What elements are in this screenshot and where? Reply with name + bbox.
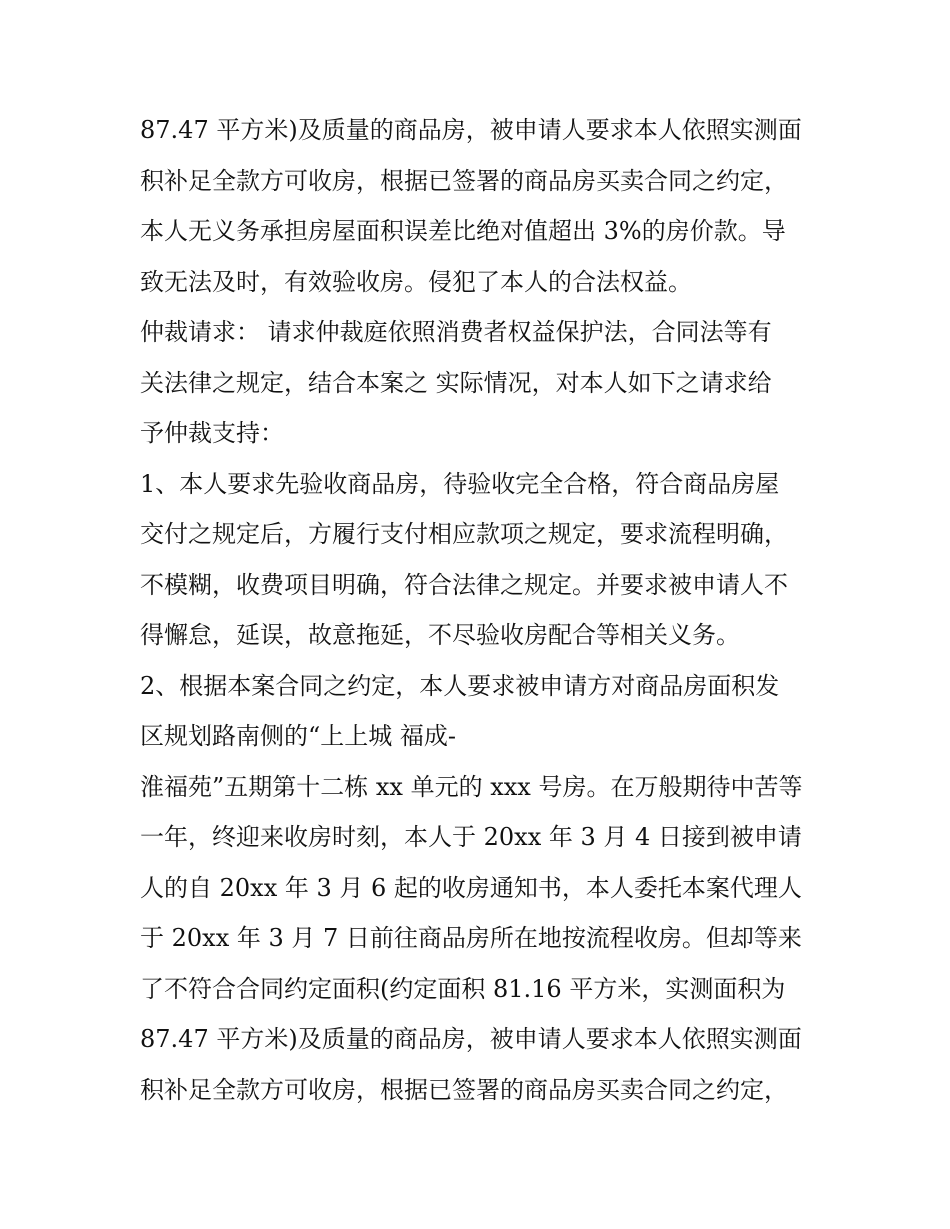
- text-line: 区规划路南侧的“上上城 福成-: [140, 722, 457, 750]
- text-line: 交付之规定后，方履行支付相应款项之规定，要求流程明确，: [140, 520, 788, 548]
- text-line: 得懈怠，延误，故意拖延，不尽验收房配合等相关义务。: [140, 621, 740, 649]
- text-line: 了不符合合同约定面积(约定面积 81.16 平方米，实测面积为: [140, 975, 786, 1003]
- text-line: 于 20xx 年 3 月 7 日前往商品房所在地按流程收房。但却等来: [140, 924, 802, 952]
- text-line: 1、本人要求先验收商品房，待验收完全合格，符合商品房屋: [140, 470, 780, 498]
- text-line: 一年，终迎来收房时刻，本人于 20xx 年 3 月 4 日接到被申请: [140, 823, 802, 851]
- text-line: 积补足全款方可收房，根据已签署的商品房买卖合同之约定，: [140, 167, 788, 195]
- text-line: 2、根据本案合同之约定，本人要求被申请方对商品房面积发: [140, 672, 780, 700]
- text-line: 关法律之规定，结合本案之 实际情况，对本人如下之请求给: [140, 369, 772, 397]
- text-line: 不模糊，收费项目明确，符合法律之规定。并要求被申请人不: [140, 571, 788, 599]
- text-line: 87.47 平方米)及质量的商品房，被申请人要求本人依照实测面: [140, 1025, 802, 1053]
- text-line: 87.47 平方米)及质量的商品房，被申请人要求本人依照实测面: [140, 116, 802, 144]
- text-line: 致无法及时，有效验收房。侵犯了本人的合法权益。: [140, 268, 692, 296]
- text-line: 仲裁请求： 请求仲裁庭依照消费者权益保护法，合同法等有: [140, 318, 772, 346]
- text-line: 积补足全款方可收房，根据已签署的商品房买卖合同之约定，: [140, 1076, 788, 1104]
- text-line: 淮福苑”五期第十二栋 xx 单元的 xxx 号房。在万般期待中苦等: [140, 773, 803, 801]
- text-line: 予仲裁支持：: [140, 419, 284, 447]
- text-line: 人的自 20xx 年 3 月 6 起的收房通知书，本人委托本案代理人: [140, 874, 802, 902]
- text-line: 本人无义务承担房屋面积误差比绝对值超出 3%的房价款。导: [140, 217, 786, 245]
